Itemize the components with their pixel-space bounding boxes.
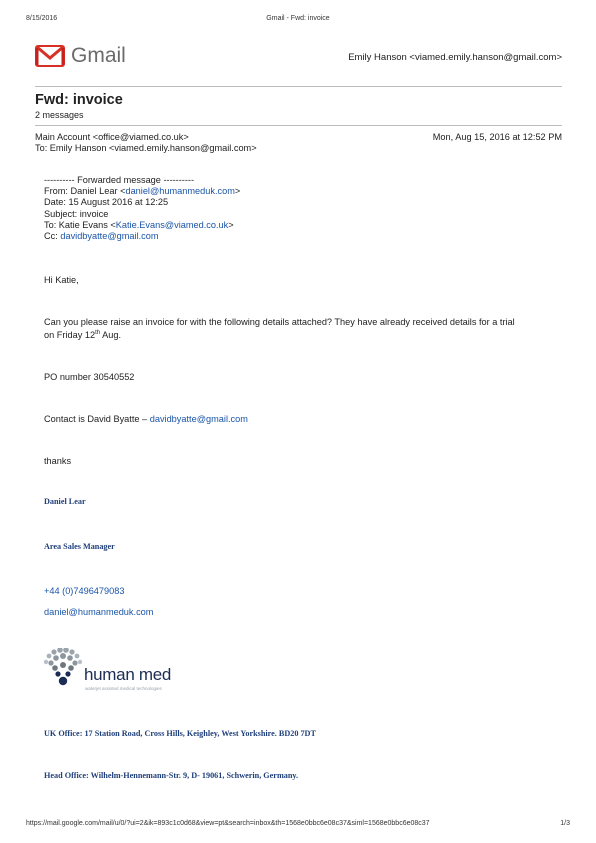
ordinal-suffix: th [95, 329, 101, 336]
print-date: 8/15/2016 [26, 15, 58, 22]
message-from: Main Account <office@viamed.co.uk> [35, 132, 189, 142]
gmail-logo[interactable] [35, 44, 65, 68]
signature-role: Area Sales Manager [44, 542, 115, 551]
message-to: To: Emily Hanson <viamed.emily.hanson@gmail.com> [35, 143, 257, 153]
thread-subject: Fwd: invoice [35, 92, 123, 108]
humanmed-dots-icon [43, 648, 83, 688]
contact-line [44, 413, 248, 425]
forward-subject: Subject: invoice [44, 209, 109, 219]
humanmed-logo-tagline: waterjet assisted medical technologies [85, 686, 162, 691]
forward-cc-email-link[interactable]: davidbyatte@gmail.com [60, 231, 159, 241]
signature-email-link[interactable]: daniel@humanmeduk.com [44, 607, 154, 617]
contact-prefix: Contact is David Byatte – [44, 414, 150, 424]
forward-from-prefix: From: Daniel Lear < [44, 186, 126, 196]
humanmed-logo-text: human med [84, 665, 172, 684]
message-datetime: Mon, Aug 15, 2016 at 12:52 PM [432, 132, 562, 142]
contact-email-link[interactable]: davidbyatte@gmail.com [149, 414, 248, 424]
uk-office-address: UK Office: 17 Station Road, Cross Hills, Keighley, West Yorkshire. BD20 7DT [44, 729, 316, 738]
signature-name: Daniel Lear [44, 497, 86, 506]
request-line-2-text: on Friday 12 [44, 330, 96, 340]
signature-phone-link[interactable]: +44 (0)7496479083 [44, 586, 125, 596]
humanmed-logo [43, 648, 178, 698]
print-title: Gmail - Fwd: invoice [266, 15, 330, 22]
greeting: Hi Katie, [44, 275, 79, 285]
forward-to-email-link[interactable]: Katie.Evans@viamed.co.uk [115, 220, 229, 230]
po-number: PO number 30540552 [44, 372, 135, 382]
forward-cc [44, 230, 159, 242]
forward-separator: ---------- Forwarded message ---------- [44, 175, 195, 185]
request-line-2 [44, 329, 121, 341]
forward-cc-prefix: Cc: [44, 231, 61, 241]
subject-divider [35, 125, 562, 126]
forward-from-suffix: > [234, 186, 241, 196]
forward-from-email-link[interactable]: daniel@humanmeduk.com [125, 186, 235, 196]
forward-to-suffix: > [228, 220, 234, 230]
head-office-address: Head Office: Wilhelm-Hennemann-Str. 9, D- 19061, Schwerin, Germany. [44, 771, 299, 780]
message-count: 2 messages [35, 110, 84, 120]
request-line-2-end: Aug. [100, 330, 122, 340]
gmail-envelope-icon [35, 44, 65, 68]
header-divider [35, 86, 562, 87]
request-line-1: Can you please raise an invoice for with the following details attached? They have already received details for a trial [44, 317, 515, 327]
forward-to-prefix: To: Katie Evans < [44, 220, 116, 230]
forward-date: Date: 15 August 2016 at 12:25 [44, 197, 169, 207]
page-number: 1/3 [560, 820, 570, 827]
print-url: https://mail.google.com/mail/u/0/?ui=2&ik=893c1c0d68&view=pt&search=inbox&th=1568e0bbc6e08c37&siml=1568e0bbc6e08c37 [26, 820, 430, 827]
account-label: Emily Hanson <viamed.emily.hanson@gmail.com> [348, 52, 562, 63]
gmail-logo-text: Gmail [71, 44, 126, 67]
thanks: thanks [44, 456, 72, 466]
